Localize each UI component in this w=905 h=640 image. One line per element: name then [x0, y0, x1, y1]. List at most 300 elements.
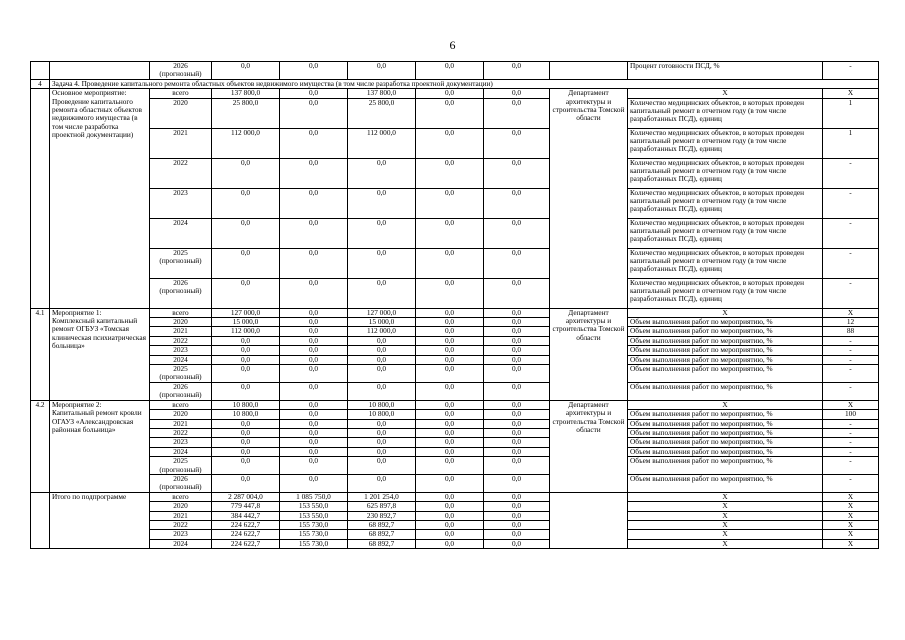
b1-total: 0,0	[212, 355, 280, 364]
b3-federal: 1 085 750,0	[280, 492, 348, 501]
b3-total: 779 447,8	[212, 502, 280, 511]
indicator-cell: Объем выполнения работ по мероприятию, %	[628, 355, 823, 364]
table-row	[31, 410, 879, 419]
top-other: 0,0	[484, 62, 550, 80]
dept-cell	[550, 62, 628, 80]
b2-other: 0,0	[484, 438, 550, 447]
target-cell: -	[823, 438, 879, 447]
b3-year: 2022	[150, 520, 212, 529]
activity-name: Основное мероприятие: Проведение капитального ремонта областных объектов недвижимого имущества (в том числе разработка проектной документации)	[50, 89, 150, 308]
b1-federal: 0,0	[280, 336, 348, 345]
b0-local: 0,0	[416, 89, 484, 98]
target-cell: -	[823, 188, 879, 218]
b2-other: 0,0	[484, 457, 550, 475]
table-row	[31, 336, 879, 345]
row-number	[31, 89, 50, 308]
target-cell: -	[823, 158, 879, 188]
b1-total: 112 000,0	[212, 327, 280, 336]
b3-year: 2020	[150, 502, 212, 511]
b0-year: всего	[150, 89, 212, 98]
b2-other: 0,0	[484, 400, 550, 409]
b3-local: 0,0	[416, 511, 484, 520]
indicator-cell: Объем выполнения работ по мероприятию, %	[628, 447, 823, 456]
b0-regional: 0,0	[348, 278, 416, 308]
b0-regional: 0,0	[348, 188, 416, 218]
b1-other: 0,0	[484, 365, 550, 383]
b2-regional: 0,0	[348, 457, 416, 475]
b2-federal: 0,0	[280, 457, 348, 475]
b3-other: 0,0	[484, 502, 550, 511]
b2-total: 0,0	[212, 419, 280, 428]
b3-federal: 153 550,0	[280, 511, 348, 520]
b3-regional: 230 892,7	[348, 511, 416, 520]
b0-regional: 0,0	[348, 158, 416, 188]
b1-total: 15 000,0	[212, 318, 280, 327]
target-cell: X	[823, 539, 879, 548]
table-row	[31, 346, 879, 355]
responsible-dept: Департамент архитектуры и строительства Томской области	[550, 89, 628, 308]
target-cell: -	[823, 365, 879, 383]
b1-total: 0,0	[212, 382, 280, 400]
target-cell: -	[823, 218, 879, 248]
b2-year: 2025 (прогнозный)	[150, 457, 212, 475]
activity-name: Мероприятие 2: Капитальный ремонт кровли ОГАУЗ «Александровская районная больница»	[50, 400, 150, 492]
b0-federal: 0,0	[280, 248, 348, 278]
b1-regional: 112 000,0	[348, 327, 416, 336]
b0-regional: 25 800,0	[348, 98, 416, 128]
b0-other: 0,0	[484, 128, 550, 158]
b0-total: 0,0	[212, 158, 280, 188]
b1-total: 0,0	[212, 336, 280, 345]
b0-total: 137 800,0	[212, 89, 280, 98]
table-row	[31, 502, 879, 511]
b2-regional: 0,0	[348, 428, 416, 437]
target-cell: 88	[823, 327, 879, 336]
b0-local: 0,0	[416, 158, 484, 188]
b3-local: 0,0	[416, 492, 484, 501]
table-row	[31, 308, 879, 317]
indicator-cell: Объем выполнения работ по мероприятию, %	[628, 365, 823, 383]
b2-total: 0,0	[212, 457, 280, 475]
b3-regional: 68 892,7	[348, 520, 416, 529]
b1-local: 0,0	[416, 382, 484, 400]
responsible-dept: Департамент архитектуры и строительства Томской области	[550, 308, 628, 400]
b0-other: 0,0	[484, 278, 550, 308]
indicator-cell: Объем выполнения работ по мероприятию, %	[628, 410, 823, 419]
b0-regional: 137 800,0	[348, 89, 416, 98]
table-row	[31, 400, 879, 409]
b0-other: 0,0	[484, 89, 550, 98]
b0-total: 0,0	[212, 248, 280, 278]
b0-total: 25 800,0	[212, 98, 280, 128]
indicator-cell: X	[628, 89, 823, 98]
b0-regional: 0,0	[348, 248, 416, 278]
b1-total: 127 000,0	[212, 308, 280, 317]
b1-local: 0,0	[416, 365, 484, 383]
b2-local: 0,0	[416, 474, 484, 492]
b3-regional: 625 897,8	[348, 502, 416, 511]
program-table	[30, 61, 879, 549]
target-cell: -	[823, 474, 879, 492]
b0-federal: 0,0	[280, 188, 348, 218]
b1-regional: 0,0	[348, 365, 416, 383]
b3-federal: 153 550,0	[280, 502, 348, 511]
table-row	[31, 128, 879, 158]
target-cell: X	[823, 530, 879, 539]
b3-year: всего	[150, 492, 212, 501]
b3-other: 0,0	[484, 511, 550, 520]
b2-local: 0,0	[416, 419, 484, 428]
b3-other: 0,0	[484, 539, 550, 548]
b1-year: 2024	[150, 355, 212, 364]
b2-federal: 0,0	[280, 428, 348, 437]
table-row	[31, 98, 879, 128]
row-number: 4.2	[31, 400, 50, 492]
b1-year: 2021	[150, 327, 212, 336]
table-body	[31, 62, 879, 549]
b0-federal: 0,0	[280, 158, 348, 188]
b1-regional: 0,0	[348, 355, 416, 364]
b3-regional: 1 201 254,0	[348, 492, 416, 501]
b0-local: 0,0	[416, 98, 484, 128]
b3-local: 0,0	[416, 520, 484, 529]
b2-regional: 0,0	[348, 438, 416, 447]
b2-total: 10 800,0	[212, 410, 280, 419]
b0-federal: 0,0	[280, 278, 348, 308]
target-cell: X	[823, 308, 879, 317]
indicator-cell: Объем выполнения работ по мероприятию, %	[628, 318, 823, 327]
b1-regional: 15 000,0	[348, 318, 416, 327]
table-row	[31, 447, 879, 456]
indicator-cell: Объем выполнения работ по мероприятию, %	[628, 336, 823, 345]
target-cell: -	[823, 278, 879, 308]
top-local: 0,0	[416, 62, 484, 80]
b0-other: 0,0	[484, 218, 550, 248]
b2-federal: 0,0	[280, 447, 348, 456]
b1-other: 0,0	[484, 318, 550, 327]
b0-other: 0,0	[484, 158, 550, 188]
target-cell: X	[823, 492, 879, 501]
b1-regional: 127 000,0	[348, 308, 416, 317]
b0-year: 2020	[150, 98, 212, 128]
target-cell: -	[823, 336, 879, 345]
b1-other: 0,0	[484, 327, 550, 336]
name-cell	[50, 62, 150, 80]
b0-year: 2026 (прогнозный)	[150, 278, 212, 308]
table-row	[31, 318, 879, 327]
target-cell: -	[823, 419, 879, 428]
b0-year: 2024	[150, 218, 212, 248]
b1-regional: 0,0	[348, 336, 416, 345]
b3-year: 2023	[150, 530, 212, 539]
indicator-cell: X	[628, 539, 823, 548]
b3-federal: 155 730,0	[280, 539, 348, 548]
target-cell: -	[823, 428, 879, 437]
b1-federal: 0,0	[280, 355, 348, 364]
b2-year: 2020	[150, 410, 212, 419]
b0-federal: 0,0	[280, 218, 348, 248]
indicator-cell: Процент готовности ПСД, %	[628, 62, 823, 80]
b3-other: 0,0	[484, 530, 550, 539]
b2-total: 0,0	[212, 438, 280, 447]
table-row	[31, 327, 879, 336]
b0-year: 2023	[150, 188, 212, 218]
table-row	[31, 530, 879, 539]
target-cell: -	[823, 62, 879, 80]
b2-regional: 10 800,0	[348, 410, 416, 419]
b2-year: 2022	[150, 428, 212, 437]
table-row	[31, 520, 879, 529]
activity-name: Мероприятие 1: Комплексный капитальный ремонт ОГБУЗ «Томская клиническая психиатрическая больница»	[50, 308, 150, 400]
indicator-cell: Объем выполнения работ по мероприятию, %	[628, 457, 823, 475]
b1-other: 0,0	[484, 382, 550, 400]
table-row	[31, 62, 879, 80]
b3-total: 224 622,7	[212, 530, 280, 539]
b1-total: 0,0	[212, 365, 280, 383]
row-number: 4.1	[31, 308, 50, 400]
b1-other: 0,0	[484, 336, 550, 345]
target-cell: X	[823, 502, 879, 511]
responsible-dept: Департамент архитектуры и строительства Томской области	[550, 400, 628, 492]
b3-total: 224 622,7	[212, 539, 280, 548]
b2-total: 10 800,0	[212, 400, 280, 409]
indicator-cell: X	[628, 492, 823, 501]
b0-regional: 112 000,0	[348, 128, 416, 158]
b3-total: 384 442,7	[212, 511, 280, 520]
b3-year: 2021	[150, 511, 212, 520]
b2-year: 2026 (прогнозный)	[150, 474, 212, 492]
b1-federal: 0,0	[280, 308, 348, 317]
b2-federal: 0,0	[280, 438, 348, 447]
b2-year: 2023	[150, 438, 212, 447]
table-row	[31, 474, 879, 492]
table-row	[31, 158, 879, 188]
table-row	[31, 248, 879, 278]
indicator-cell: Объем выполнения работ по мероприятию, %	[628, 474, 823, 492]
b0-total: 112 000,0	[212, 128, 280, 158]
b0-local: 0,0	[416, 128, 484, 158]
target-cell: -	[823, 355, 879, 364]
b0-other: 0,0	[484, 248, 550, 278]
b0-local: 0,0	[416, 188, 484, 218]
b2-federal: 0,0	[280, 410, 348, 419]
top-regional: 0,0	[348, 62, 416, 80]
target-cell: -	[823, 457, 879, 475]
indicator-cell: X	[628, 308, 823, 317]
indicator-cell: X	[628, 502, 823, 511]
indicator-cell: Количество медицинских объектов, в которых проведен капитальный ремонт в отчетном году (в том числе разработанных ПСД), единиц	[628, 98, 823, 128]
b2-other: 0,0	[484, 474, 550, 492]
b0-federal: 0,0	[280, 98, 348, 128]
b2-local: 0,0	[416, 457, 484, 475]
b3-federal: 155 730,0	[280, 530, 348, 539]
b1-regional: 0,0	[348, 346, 416, 355]
indicator-cell: X	[628, 400, 823, 409]
top-total: 0,0	[212, 62, 280, 80]
task-number: 4	[31, 79, 50, 88]
b3-regional: 68 892,7	[348, 530, 416, 539]
indicator-cell: Объем выполнения работ по мероприятию, %	[628, 428, 823, 437]
b1-local: 0,0	[416, 346, 484, 355]
target-cell: 12	[823, 318, 879, 327]
b3-year: 2024	[150, 539, 212, 548]
indicator-cell: Количество медицинских объектов, в которых проведен капитальный ремонт в отчетном году (в том числе разработанных ПСД), единиц	[628, 128, 823, 158]
b2-federal: 0,0	[280, 400, 348, 409]
b0-year: 2022	[150, 158, 212, 188]
table-row	[31, 539, 879, 548]
b1-year: 2022	[150, 336, 212, 345]
table-row	[31, 438, 879, 447]
b0-local: 0,0	[416, 278, 484, 308]
target-cell: 100	[823, 410, 879, 419]
row-number	[31, 492, 50, 548]
b2-local: 0,0	[416, 447, 484, 456]
table-row	[31, 419, 879, 428]
indicator-cell: X	[628, 520, 823, 529]
b3-local: 0,0	[416, 530, 484, 539]
b1-local: 0,0	[416, 308, 484, 317]
target-cell: X	[823, 520, 879, 529]
b2-federal: 0,0	[280, 474, 348, 492]
indicator-cell: Количество медицинских объектов, в которых проведен капитальный ремонт в отчетном году (в том числе разработанных ПСД), единиц	[628, 158, 823, 188]
b0-federal: 0,0	[280, 128, 348, 158]
b0-total: 0,0	[212, 218, 280, 248]
indicator-cell: Объем выполнения работ по мероприятию, %	[628, 327, 823, 336]
b0-local: 0,0	[416, 218, 484, 248]
indicator-cell: Количество медицинских объектов, в которых проведен капитальный ремонт в отчетном году (в том числе разработанных ПСД), единиц	[628, 218, 823, 248]
indicator-cell: Количество медицинских объектов, в которых проведен капитальный ремонт в отчетном году (в том числе разработанных ПСД), единиц	[628, 188, 823, 218]
b2-local: 0,0	[416, 400, 484, 409]
b1-federal: 0,0	[280, 318, 348, 327]
indicator-cell: Объем выполнения работ по мероприятию, %	[628, 438, 823, 447]
b3-local: 0,0	[416, 502, 484, 511]
b3-total: 224 622,7	[212, 520, 280, 529]
b1-other: 0,0	[484, 308, 550, 317]
b2-other: 0,0	[484, 410, 550, 419]
b1-other: 0,0	[484, 346, 550, 355]
top-year: 2026 (прогнозный)	[150, 62, 212, 80]
target-cell: 1	[823, 98, 879, 128]
b3-other: 0,0	[484, 492, 550, 501]
b3-regional: 68 892,7	[348, 539, 416, 548]
b1-regional: 0,0	[348, 382, 416, 400]
target-cell: X	[823, 400, 879, 409]
b1-year: всего	[150, 308, 212, 317]
indicator-cell: Количество медицинских объектов, в которых проведен капитальный ремонт в отчетном году (в том числе разработанных ПСД), единиц	[628, 248, 823, 278]
b2-other: 0,0	[484, 419, 550, 428]
num-cell	[31, 62, 50, 80]
b2-total: 0,0	[212, 474, 280, 492]
b2-regional: 0,0	[348, 447, 416, 456]
b0-federal: 0,0	[280, 89, 348, 98]
indicator-cell: Объем выполнения работ по мероприятию, %	[628, 419, 823, 428]
target-cell: X	[823, 511, 879, 520]
b2-year: 2024	[150, 447, 212, 456]
b1-federal: 0,0	[280, 382, 348, 400]
b2-total: 0,0	[212, 447, 280, 456]
target-cell: 1	[823, 128, 879, 158]
b1-year: 2025 (прогнозный)	[150, 365, 212, 383]
b0-other: 0,0	[484, 98, 550, 128]
b1-year: 2026 (прогнозный)	[150, 382, 212, 400]
b1-total: 0,0	[212, 346, 280, 355]
b0-year: 2025 (прогнозный)	[150, 248, 212, 278]
b0-local: 0,0	[416, 248, 484, 278]
table-row	[31, 511, 879, 520]
top-federal: 0,0	[280, 62, 348, 80]
b0-total: 0,0	[212, 278, 280, 308]
b1-local: 0,0	[416, 327, 484, 336]
b0-regional: 0,0	[348, 218, 416, 248]
task-title: Задача 4. Проведение капитального ремонта областных объектов недвижимого имущества (в том числе разработка проектной документации)	[50, 79, 879, 88]
target-cell: -	[823, 346, 879, 355]
b2-other: 0,0	[484, 447, 550, 456]
b2-federal: 0,0	[280, 419, 348, 428]
task-row	[31, 79, 879, 88]
b3-other: 0,0	[484, 520, 550, 529]
table-row	[31, 492, 879, 501]
b1-local: 0,0	[416, 318, 484, 327]
target-cell: -	[823, 382, 879, 400]
target-cell: X	[823, 89, 879, 98]
target-cell: -	[823, 248, 879, 278]
b2-other: 0,0	[484, 428, 550, 437]
table-row	[31, 428, 879, 437]
b2-local: 0,0	[416, 428, 484, 437]
table-row	[31, 89, 879, 98]
table-row	[31, 355, 879, 364]
b1-federal: 0,0	[280, 327, 348, 336]
indicator-cell: Количество медицинских объектов, в которых проведен капитальный ремонт в отчетном году (в том числе разработанных ПСД), единиц	[628, 278, 823, 308]
b2-local: 0,0	[416, 410, 484, 419]
table-row	[31, 365, 879, 383]
responsible-dept	[550, 492, 628, 548]
table-row	[31, 278, 879, 308]
b3-total: 2 287 004,0	[212, 492, 280, 501]
table-row	[31, 188, 879, 218]
b2-regional: 0,0	[348, 474, 416, 492]
b3-local: 0,0	[416, 539, 484, 548]
b0-total: 0,0	[212, 188, 280, 218]
table-row	[31, 457, 879, 475]
b0-year: 2021	[150, 128, 212, 158]
b3-federal: 155 730,0	[280, 520, 348, 529]
b1-other: 0,0	[484, 355, 550, 364]
b1-year: 2020	[150, 318, 212, 327]
b2-year: 2021	[150, 419, 212, 428]
b2-total: 0,0	[212, 428, 280, 437]
b1-local: 0,0	[416, 355, 484, 364]
activity-name: Итого по подпрограмме	[50, 492, 150, 548]
indicator-cell: Объем выполнения работ по мероприятию, %	[628, 382, 823, 400]
indicator-cell: X	[628, 511, 823, 520]
b2-regional: 10 800,0	[348, 400, 416, 409]
indicator-cell: Объем выполнения работ по мероприятию, %	[628, 346, 823, 355]
b2-local: 0,0	[416, 438, 484, 447]
page-number: 6	[449, 38, 456, 52]
b2-year: всего	[150, 400, 212, 409]
target-cell: -	[823, 447, 879, 456]
b1-federal: 0,0	[280, 365, 348, 383]
b1-year: 2023	[150, 346, 212, 355]
b0-other: 0,0	[484, 188, 550, 218]
b1-federal: 0,0	[280, 346, 348, 355]
indicator-cell: X	[628, 530, 823, 539]
table-row	[31, 218, 879, 248]
table-row	[31, 382, 879, 400]
b1-local: 0,0	[416, 336, 484, 345]
b2-regional: 0,0	[348, 419, 416, 428]
